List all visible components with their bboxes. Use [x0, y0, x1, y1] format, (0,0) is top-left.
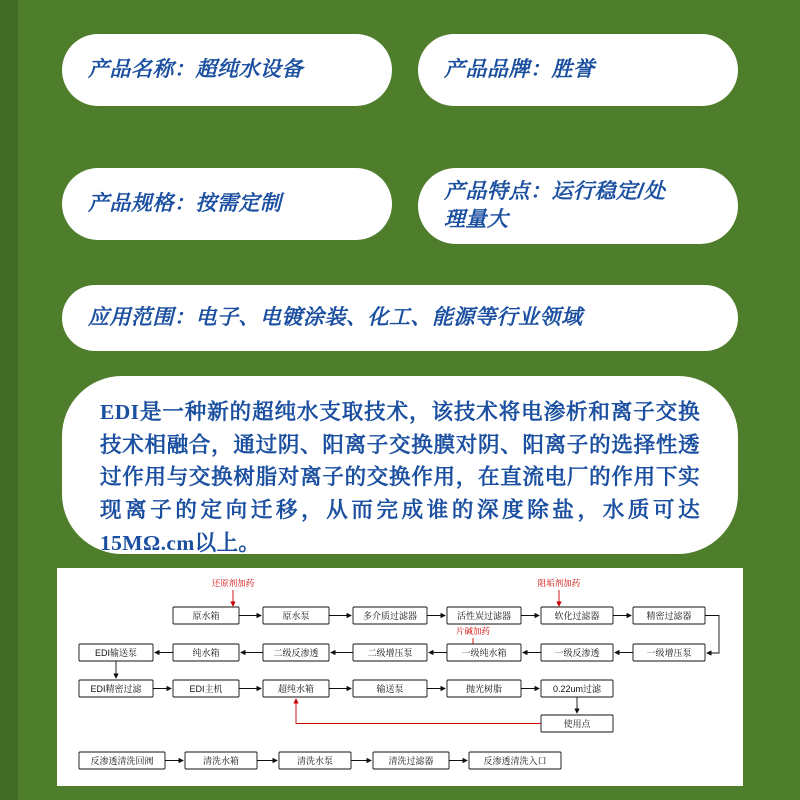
flow-node-secondary-booster-pump: 二级增压泵 — [367, 648, 413, 658]
spec-product-spec-text: 产品规格：按需定制 — [88, 191, 282, 215]
flow-row-4 — [541, 715, 613, 732]
flow-node-raw-water-tank: 原水箱 — [192, 611, 220, 621]
spec-product-brand-text: 产品品牌：胜誉 — [444, 57, 595, 81]
spec-application-range-text: 应用范围：电子、电镀涂装、化工、能源等行业领域 — [88, 305, 583, 329]
flow-row-3 — [79, 680, 613, 697]
flow-row-2 — [79, 644, 705, 661]
flow-node-clean-water-tank: 清洗水箱 — [202, 756, 240, 766]
spec-product-feature-line1: 产品特点：运行稳定/处 — [444, 179, 666, 203]
flow-node-ro-clean-return: 反渗透清洗回阀 — [90, 756, 154, 766]
flow-row-5 — [79, 752, 561, 769]
flow-node-ultrapure-water-tank: 超纯水箱 — [277, 684, 315, 694]
flow-node-clean-filter: 清洗过滤器 — [388, 756, 434, 766]
anno-antiscalant-label: 阻垢剂加药 — [537, 578, 581, 588]
flow-node-delivery-pump: 输送泵 — [376, 684, 404, 694]
flow-node-ro-clean-inlet: 反渗透清洗入口 — [483, 756, 547, 766]
flow-row-1 — [173, 607, 705, 624]
edi-description-block — [62, 376, 738, 554]
flow-node-precision-filter: 精密过滤器 — [646, 611, 692, 621]
flow-node-usage-point: 使用点 — [563, 719, 591, 729]
flow-node-clean-water-pump: 清洗水泵 — [296, 756, 334, 766]
anno-reductant-label: 还原剂加药 — [211, 578, 255, 588]
flow-node-edi-main-unit: EDI主机 — [189, 684, 223, 694]
left-accent-bar — [0, 0, 18, 800]
flow-node-edi-precision-filter: EDI精密过滤 — [90, 684, 142, 694]
spec-product-feature-line2: 理量大 — [444, 208, 509, 231]
spec-product-brand — [418, 34, 738, 106]
flow-node-multimedia-filter: 多介质过滤器 — [362, 611, 418, 621]
flow-node-022um-filter: 0.22um过滤 — [552, 684, 602, 694]
anno-caustic-label: 片碱加药 — [455, 626, 491, 636]
flow-node-primary-ro: 一级反渗透 — [554, 648, 600, 658]
process-flow-diagram — [57, 568, 743, 786]
spec-product-name-text: 产品名称：超纯水设备 — [88, 57, 303, 81]
flow-connector-row1-row2 — [705, 616, 719, 654]
flow-return-loop — [296, 699, 541, 724]
flow-node-edi-feed-pump: EDI输送泵 — [94, 648, 138, 658]
flow-node-pure-water-tank: 纯水箱 — [192, 648, 220, 658]
spec-product-spec — [62, 168, 392, 240]
flow-node-activated-carbon-filter: 活性炭过滤器 — [456, 611, 512, 621]
edi-description-text: EDI是一种新的超纯水支取技术，该技术将电渗析和离子交换技术相融合，通过阴、阳离子交换膜对阴、阳离子的选择性透过作用与交换树脂对离子的交换作用，在直流电厂的作用下实现离子的定向迁移，从而完成谁的深度除盐，水质可达15MΩ.cm以上。 — [100, 400, 700, 555]
flow-node-primary-pure-water-tank: 一级纯水箱 — [461, 648, 507, 658]
flow-node-polishing-resin: 抛光树脂 — [465, 684, 503, 694]
flow-node-primary-booster-pump: 一级增压泵 — [646, 648, 692, 658]
spec-product-name — [62, 34, 392, 106]
flow-node-secondary-ro: 二级反渗透 — [273, 648, 319, 658]
flow-node-softening-filter: 软化过滤器 — [554, 611, 600, 621]
spec-application-range — [62, 285, 738, 351]
flow-node-raw-water-pump: 原水泵 — [282, 611, 310, 621]
spec-product-feature — [418, 168, 738, 244]
